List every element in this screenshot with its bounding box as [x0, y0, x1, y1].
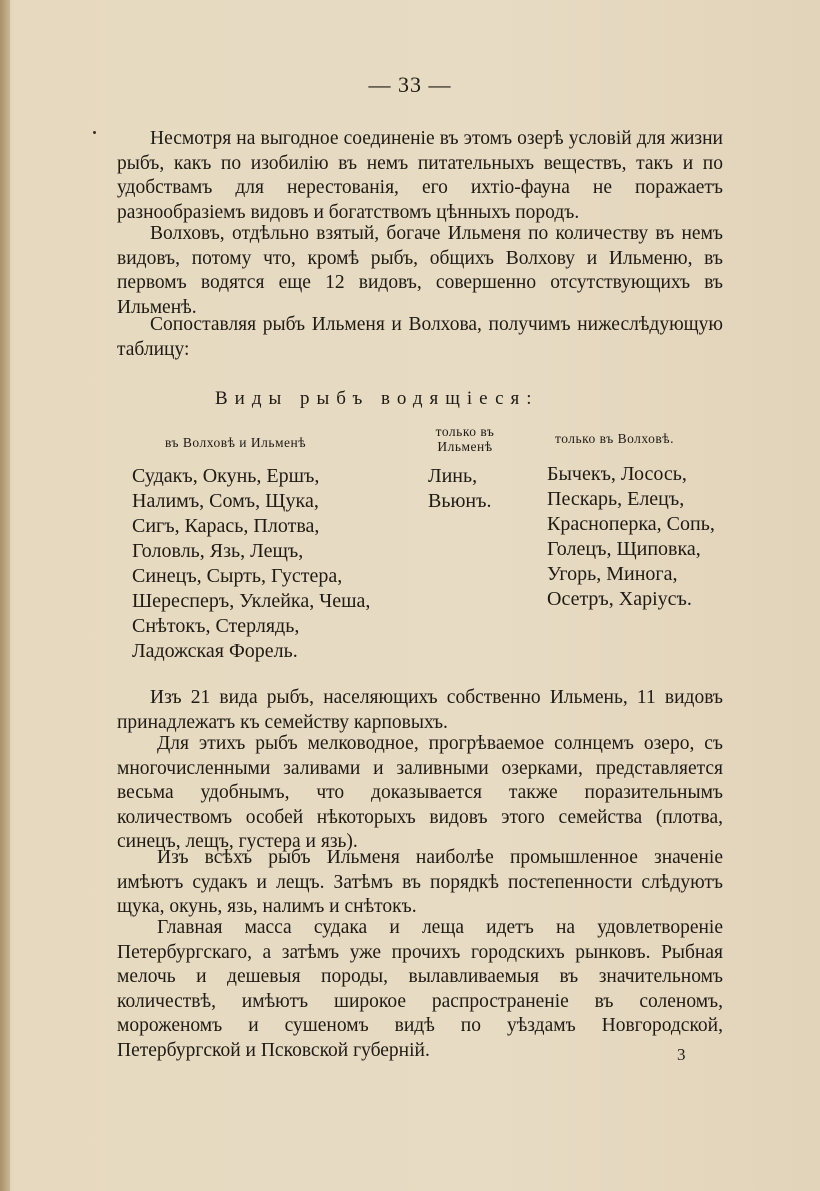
table-title: Виды рыбъ водящiеся: [215, 388, 539, 409]
species-line: Осетръ, Харiусъ. [547, 588, 692, 610]
species-line: Налимъ, Сомъ, Щука, [132, 490, 319, 512]
column-header-volkhov-only: только въ Волховѣ. [555, 431, 674, 446]
species-line: Бычекъ, Лосось, [547, 463, 687, 485]
species-line: Вьюнъ. [428, 490, 492, 512]
species-line: Головль, Язь, Лещъ, [132, 540, 304, 562]
species-line: Пескарь, Елецъ, [547, 488, 685, 510]
species-line: Судакъ, Окунь, Ершъ, [132, 465, 320, 487]
paragraph-5: Для этихъ рыбъ мелководное, прогрѣваемое солнцемъ озеро, съ многочисленными заливами и заливными озерками, представляется весьма удобнымъ, что доказывается также поразительнымъ количествомъ особей нѣкоторыхъ видовъ этого семейства (плотва, синецъ, лещъ, густера и язь). [117, 733, 723, 853]
column-volkhov-only-species [547, 462, 715, 612]
page-number: — 33 — [368, 72, 452, 97]
ink-speck [93, 131, 96, 134]
paragraph-3: Сопоставляя рыбъ Ильменя и Волхова, получимъ нижеслѣдующую таблицу: [117, 314, 723, 360]
species-line: Шересперъ, Уклейка, Чеша, [132, 590, 371, 612]
paragraph-7: Главная масса судака и леща идетъ на удовлетворенie Петербургскаго, а затѣмъ уже прочихъ городскихъ рынковъ. Рыбная мелочь и дешевыя породы, вылавливаемыя въ значительномъ количествѣ, имѣютъ широкое распространенie въ соленомъ, мороженомъ и сушеномъ видѣ по уѣздамъ Новгородской, Петербургской и Псковской губернiй. [117, 917, 723, 1061]
column-both-species [132, 464, 370, 664]
column-header-both: въ Волховѣ и Ильменѣ [165, 435, 307, 450]
species-line: Красноперка, Сопь, [547, 513, 715, 535]
column-header-ilmen-only: только въ Ильменѣ [435, 424, 495, 454]
species-line: Угорь, Минога, [547, 563, 678, 585]
column-ilmen-only-species [428, 464, 491, 514]
signature-mark: 3 [677, 1045, 686, 1064]
paragraph-4: Изъ 21 вида рыбъ, населяющихъ собственно Ильмень, 11 видовъ принадлежатъ къ семейству карповыхъ. [117, 687, 723, 733]
page-binding-edge [0, 0, 10, 1191]
paragraph-2: Волховъ, отдѣльно взятый, богаче Ильменя по количеству въ немъ видовъ, потому что, кромѣ рыбъ, общихъ Волхову и Ильменю, въ первомъ водятся еще 12 видовъ, совершенно отсутствующихъ въ Ильменѣ. [117, 223, 723, 318]
species-line: Снѣтокъ, Стерлядь, [132, 615, 300, 637]
species-line: Сигъ, Карась, Плотва, [132, 515, 320, 537]
species-line: Голецъ, Щиповка, [547, 538, 701, 560]
species-line: Ладожская Форель. [132, 640, 298, 662]
paragraph-6: Изъ всѣхъ рыбъ Ильменя наиболѣе промышленное значенie имѣютъ судакъ и лещъ. Затѣмъ въ порядкѣ постепенности слѣдуютъ щука, окунь, язь, налимъ и снѣтокъ. [117, 847, 723, 918]
species-line: Синецъ, Сырть, Густера, [132, 565, 343, 587]
paragraph-1: Несмотря на выгодное соединенie въ этомъ озерѣ условiй для жизни рыбъ, какъ по изобилiю въ немъ питательныхъ веществъ, такъ и по удобствамъ для нерестованiя, его ихтiо-фауна не поражаетъ разнообразiемъ видовъ и богатствомъ цѣнныхъ породъ. [117, 128, 723, 223]
species-line: Линь, [428, 465, 478, 487]
